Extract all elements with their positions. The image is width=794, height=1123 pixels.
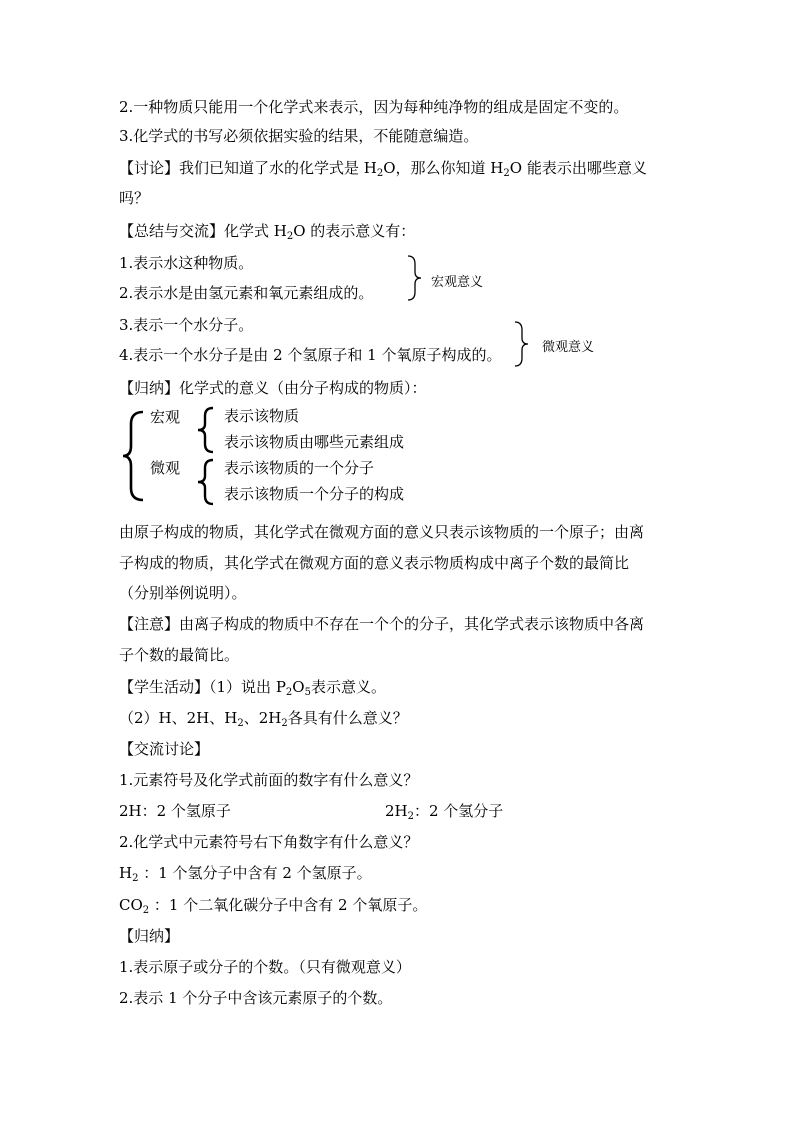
text-line: 由原子构成的物质，其化学式在微观方面的意义只表示该物质的一个原子；由离: [119, 523, 645, 541]
right-brace-icon: [512, 320, 532, 368]
text-fragment: ：1 个氢分子中含有 2 个氢原子。: [138, 864, 372, 882]
subscript: 2: [142, 905, 150, 916]
tree-micro-label: 微观: [150, 459, 181, 477]
example-line: [119, 895, 427, 921]
macro-meaning-label: 宏观意义: [431, 275, 484, 290]
example-right: [385, 801, 503, 827]
subscript: 2: [407, 811, 414, 822]
text-fragment: 各具有什么意义？: [287, 709, 408, 727]
subscript: 2: [503, 168, 510, 179]
tree-item: 表示该物质的一个分子: [224, 459, 375, 477]
text-fragment: O: [292, 678, 305, 696]
activity-line: [119, 708, 408, 734]
example-line: [119, 863, 372, 889]
subscript: 2: [286, 231, 294, 242]
text-line: 2H：2 个氢原子: [119, 802, 231, 820]
text-line: 【归纳】: [119, 927, 180, 945]
text-line: 【交流讨论】: [119, 740, 210, 758]
text-fragment: CO: [119, 896, 143, 914]
subscript: 2: [376, 168, 384, 179]
text-fragment: 【学生活动】（1）说出 P: [119, 678, 286, 696]
text-line: （分别举例说明）。: [119, 584, 247, 602]
text-line: 3.表示一个水分子。: [119, 316, 254, 334]
text-line: 2.表示水是由氢元素和氧元素组成的。: [119, 284, 374, 302]
subscript: 5: [304, 687, 311, 698]
text-fragment: H: [119, 864, 133, 882]
text-line: 子个数的最简比。: [119, 646, 240, 664]
subscript: 2: [281, 718, 288, 729]
text-line: 2.化学式中元素符号右下角数字有什么意义？: [119, 833, 419, 851]
text-line: 3.化学式的书写必须依据实验的结果，不能随意编造。: [119, 127, 479, 145]
text-line: 1.表示水这种物质。: [119, 254, 254, 272]
activity-line: [119, 677, 386, 703]
subscript: 2: [132, 873, 139, 884]
summary-line: [119, 221, 415, 247]
text-line: 【归纳】化学式的意义（由分子构成的物质）：: [119, 379, 427, 397]
left-brace-icon: [121, 410, 147, 502]
left-brace-icon: [195, 458, 217, 506]
text-line: 【注意】由离子构成的物质中不存在一个个的分子，其化学式表示该物质中各离: [119, 615, 645, 633]
tree-macro-label: 宏观: [150, 408, 181, 426]
text-line: 2.表示 1 个分子中含该元素原子的个数。: [119, 989, 393, 1007]
text-line: 1.元素符号及化学式前面的数字有什么意义？: [119, 771, 419, 789]
text-fragment: 【讨论】我们已知道了水的化学式是 H: [119, 159, 377, 177]
text-fragment: ：1 个二氧化碳分子中含有 2 个氧原子。: [149, 896, 428, 914]
tree-item: 表示该物质由哪些元素组成: [224, 433, 405, 451]
right-brace-icon: [405, 254, 425, 302]
text-fragment: 表示意义。: [310, 678, 386, 696]
text-fragment: O 的表示意义有：: [293, 222, 416, 240]
left-brace-icon: [195, 406, 217, 454]
text-line: 2.一种物质只能用一个化学式来表示，因为每种纯净物的组成是固定不变的。: [119, 98, 629, 116]
subscript: 2: [285, 687, 293, 698]
tree-item: 表示该物质: [224, 407, 300, 425]
micro-meaning-label: 微观意义: [542, 340, 595, 355]
text-fragment: 2H: [385, 802, 408, 820]
text-line: 子构成的物质，其化学式在微观方面的意义表示物质构成中离子个数的最简比: [119, 554, 630, 572]
discussion-line: [119, 158, 647, 184]
text-fragment: O，那么你知道 H: [383, 159, 504, 177]
tree-item: 表示该物质一个分子的构成: [224, 485, 405, 503]
text-line: 1.表示原子或分子的个数。（只有微观意义）: [119, 958, 411, 976]
subscript: 2: [237, 718, 244, 729]
text-fragment: 、2H: [243, 709, 282, 727]
text-fragment: （2）H、2H、H: [119, 709, 238, 727]
text-fragment: O 能表示出哪些意义: [509, 159, 647, 177]
text-line: 吗？: [119, 189, 150, 207]
text-fragment: 【总结与交流】化学式 H: [119, 222, 287, 240]
text-fragment: ：2 个氢分子: [414, 802, 504, 820]
text-line: 4.表示一个水分子是由 2 个氢原子和 1 个氧原子构成的。: [119, 346, 502, 364]
